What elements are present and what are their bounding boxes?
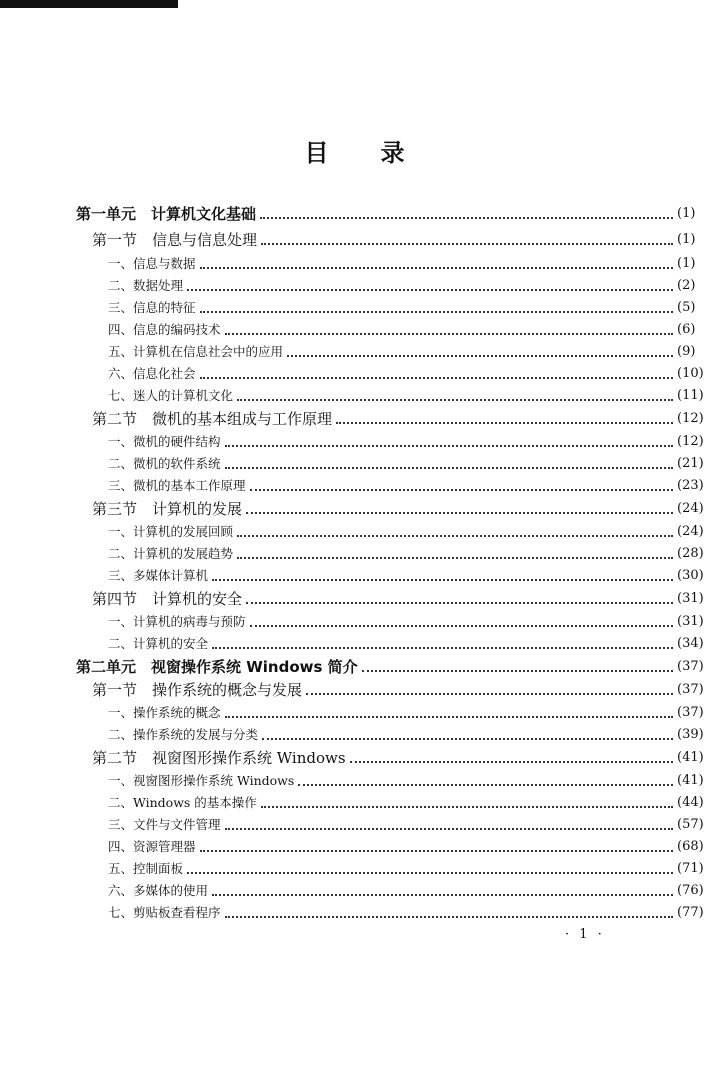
toc-entry[interactable] (0, 836, 713, 858)
toc-entry[interactable] (0, 363, 713, 385)
leader-dots (262, 738, 673, 740)
leader-dots (200, 850, 673, 852)
toc-entry-page: (44) (677, 795, 704, 810)
leader-dots (212, 647, 673, 649)
toc-entry[interactable] (0, 431, 713, 453)
toc-entry-label: 四、信息的编码技术 (108, 322, 221, 337)
toc-entry-page: (37) (677, 682, 704, 697)
leader-dots (187, 289, 673, 291)
toc-entry-label: 二、操作系统的发展与分类 (108, 727, 259, 742)
leader-dots (225, 333, 673, 335)
leader-dots (225, 716, 673, 718)
toc-entry-page: (24) (677, 501, 704, 516)
toc-entry[interactable] (0, 679, 713, 701)
toc-entry-page: (34) (677, 636, 704, 651)
toc-entry-page: (31) (677, 591, 704, 606)
toc-entry-page: (10) (677, 366, 704, 381)
toc-entry[interactable] (0, 633, 713, 655)
toc-entry-page: (11) (677, 388, 704, 403)
leader-dots (260, 217, 673, 219)
toc-entry-label: 第一节 操作系统的概念与发展 (92, 681, 303, 699)
toc-entry-label: 五、控制面板 (108, 861, 184, 876)
page-title (0, 133, 713, 168)
toc-entry-label: 第一节 信息与信息处理 (92, 231, 258, 249)
toc-entry[interactable] (0, 588, 713, 610)
toc-entry[interactable] (0, 702, 713, 724)
toc-entry-page: (37) (677, 705, 704, 720)
toc-entry-label: 一、视窗图形操作系统 Windows (108, 773, 295, 788)
leader-dots (187, 872, 673, 874)
leader-dots (250, 625, 673, 627)
toc-entry[interactable] (0, 611, 713, 633)
toc-entry-label: 三、文件与文件管理 (108, 817, 221, 832)
toc-entry-page: (12) (677, 411, 704, 426)
toc-entry[interactable] (0, 724, 713, 746)
toc-entry-label: 第二节 视窗图形操作系统 Windows (92, 749, 346, 767)
toc-entry-label: 三、多媒体计算机 (108, 568, 209, 583)
leader-dots (225, 916, 673, 918)
toc-entry-page: (31) (677, 614, 704, 629)
toc-entry[interactable] (0, 902, 713, 924)
leader-dots (362, 670, 673, 672)
toc-entry-page: (30) (677, 568, 704, 583)
toc-entry-page: (71) (677, 861, 704, 876)
toc-entry-page: (76) (677, 883, 704, 898)
leader-dots (261, 806, 673, 808)
toc-entry-page: (5) (677, 300, 696, 315)
toc-entry-label: 一、计算机的病毒与预防 (108, 614, 246, 629)
title-char-1: 目 (304, 139, 333, 167)
toc-entry-label: 二、数据处理 (108, 278, 184, 293)
leader-dots (225, 467, 673, 469)
leader-dots (306, 693, 673, 695)
leader-dots (237, 557, 673, 559)
toc-entry-page: (28) (677, 546, 704, 561)
leader-dots (212, 894, 673, 896)
toc-entry-label: 第一单元 计算机文化基础 (76, 205, 257, 223)
leader-dots (261, 243, 673, 245)
leader-dots (287, 355, 673, 357)
toc-entry[interactable] (0, 408, 713, 430)
toc-entry[interactable] (0, 880, 713, 902)
toc-entry[interactable] (0, 770, 713, 792)
toc-entry[interactable] (0, 253, 713, 275)
toc-entry-page: (41) (677, 750, 704, 765)
toc-entry-label: 第二单元 视窗操作系统 Windows 简介 (76, 658, 358, 676)
leader-dots (246, 512, 673, 514)
toc-entry[interactable] (0, 341, 713, 363)
leader-dots (246, 602, 673, 604)
toc-entry[interactable] (0, 385, 713, 407)
page-number: · 1 · (565, 927, 605, 942)
toc-entry[interactable] (0, 203, 713, 225)
toc-entry-label: 一、计算机的发展回顾 (108, 524, 234, 539)
toc-entry-page: (21) (677, 456, 704, 471)
toc-entry-label: 六、多媒体的使用 (108, 883, 209, 898)
leader-dots (200, 311, 673, 313)
toc-entry[interactable] (0, 229, 713, 251)
toc-entry-label: 二、计算机的发展趋势 (108, 546, 234, 561)
toc-entry[interactable] (0, 814, 713, 836)
toc-entry[interactable] (0, 858, 713, 880)
toc-entry[interactable] (0, 297, 713, 319)
toc-entry-page: (41) (677, 773, 704, 788)
toc-entry-page: (12) (677, 434, 704, 449)
toc-entry-label: 三、微机的基本工作原理 (108, 478, 246, 493)
toc-entry[interactable] (0, 319, 713, 341)
toc-entry-page: (9) (677, 344, 696, 359)
toc-entry-label: 五、计算机在信息社会中的应用 (108, 344, 284, 359)
toc-entry[interactable] (0, 543, 713, 565)
leader-dots (237, 399, 673, 401)
toc-entry-label: 二、Windows 的基本操作 (108, 795, 257, 810)
leader-dots (250, 489, 673, 491)
toc-entry-page: (1) (677, 256, 696, 271)
toc-entry-label: 六、信息化社会 (108, 366, 196, 381)
toc-entry[interactable] (0, 565, 713, 587)
toc-entry[interactable] (0, 475, 713, 497)
leader-dots (350, 761, 673, 763)
toc-entry-label: 二、计算机的安全 (108, 636, 209, 651)
toc-entry-page: (2) (677, 278, 696, 293)
toc-entry-label: 第四节 计算机的安全 (92, 590, 243, 608)
toc-entry[interactable] (0, 275, 713, 297)
toc-entry-label: 四、资源管理器 (108, 839, 196, 854)
leader-dots (225, 445, 673, 447)
toc-entry-page: (24) (677, 524, 704, 539)
toc-entry-page: (1) (677, 232, 696, 247)
toc-entry-label: 二、微机的软件系统 (108, 456, 221, 471)
top-edge-bar (0, 0, 178, 8)
toc-entry-page: (39) (677, 727, 704, 742)
toc-entry[interactable] (0, 453, 713, 475)
toc-entry-page: (77) (677, 905, 704, 920)
toc-entry-page: (23) (677, 478, 704, 493)
toc-entry-page: (1) (677, 206, 696, 221)
toc-entry-label: 一、操作系统的概念 (108, 705, 221, 720)
toc-entry-page: (37) (677, 659, 704, 674)
toc-entry-label: 第三节 计算机的发展 (92, 500, 243, 518)
toc-entry-page: (6) (677, 322, 696, 337)
toc-entry[interactable] (0, 521, 713, 543)
toc-entry-label: 一、信息与数据 (108, 256, 196, 271)
toc-entry-label: 七、剪贴板查看程序 (108, 905, 221, 920)
toc-entry[interactable] (0, 792, 713, 814)
toc-entry[interactable] (0, 747, 713, 769)
toc-entry-label: 七、迷人的计算机文化 (108, 388, 234, 403)
leader-dots (237, 535, 673, 537)
toc-entry[interactable] (0, 498, 713, 520)
leader-dots (200, 267, 673, 269)
toc-entry-page: (68) (677, 839, 704, 854)
toc-entry-label: 一、微机的硬件结构 (108, 434, 221, 449)
toc-entry-label: 第二节 微机的基本组成与工作原理 (92, 410, 333, 428)
toc-entry[interactable] (0, 656, 713, 678)
title-char-2: 录 (380, 139, 409, 167)
leader-dots (200, 377, 673, 379)
leader-dots (225, 828, 673, 830)
toc-entry-page: (57) (677, 817, 704, 832)
toc-entry-label: 三、信息的特征 (108, 300, 196, 315)
leader-dots (212, 579, 673, 581)
leader-dots (298, 784, 673, 786)
leader-dots (336, 422, 673, 424)
